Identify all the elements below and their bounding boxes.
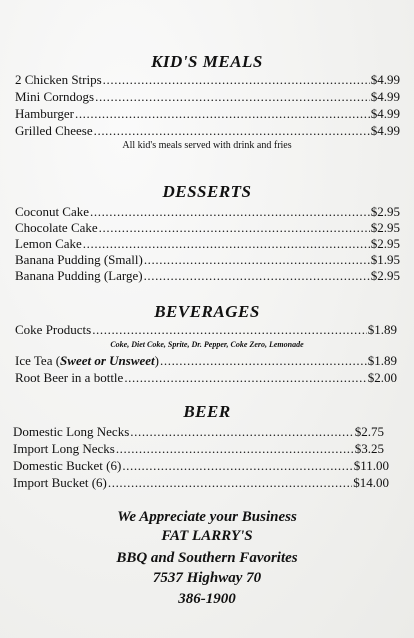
leader-dots [92,322,367,338]
menu-item-row [15,268,400,284]
coke-products-note: Coke, Diet Coke, Sprite, Dr. Pepper, Coke Zero, Lemonade [110,340,304,349]
menu-item-row [15,353,397,369]
item-price: $2.00 [367,370,397,385]
item-price: $11.00 [353,458,389,473]
menu-item-row [13,441,384,457]
item-name: Chocolate Cake [15,220,98,235]
menu-item-row [15,72,400,88]
item-price: $4.99 [370,106,400,121]
leader-dots [75,106,370,122]
footer-phone: 386-1900 [178,591,236,607]
item-name: Grilled Cheese [15,123,93,138]
footer-address: 7537 Highway 70 [152,570,262,586]
item-price: $4.99 [370,123,400,138]
menu-item-row [15,370,397,386]
item-name: Ice Tea (Sweet or Unsweet) [15,353,160,368]
item-name: Hamburger [15,106,74,121]
leader-dots [95,89,370,105]
item-price: $2.95 [370,268,400,283]
menu-item-row [13,424,384,440]
item-name: Domestic Bucket (6) [13,458,122,473]
footer-tagline: BBQ and Southern Favorites [116,550,298,566]
menu-item-row [15,204,400,220]
menu-item-row [15,252,400,268]
menu-item-row [15,236,400,252]
item-price: $2.75 [354,424,384,439]
leader-dots [160,353,367,369]
item-name: Import Long Necks [13,441,115,456]
desserts-title: DESSERTS [162,182,252,201]
menu-item-row [13,458,389,474]
item-price: $14.00 [353,475,389,490]
leader-dots [116,441,354,457]
leader-dots [122,458,352,474]
item-name: Banana Pudding (Small) [15,252,143,267]
menu-item-row [15,322,397,338]
item-price: $4.99 [370,89,400,104]
menu-item-row [15,106,400,122]
menu-item-row [15,89,400,105]
menu-item-row [15,220,400,236]
leader-dots [83,236,370,252]
menu-item-row [13,475,389,491]
item-price: $2.95 [370,236,400,251]
footer-restaurant-name: FAT LARRY'S [161,528,253,544]
beverages-title: BEVERAGES [154,302,260,321]
item-price: $3.25 [354,441,384,456]
leader-dots [94,123,370,139]
leader-dots [108,475,352,491]
leader-dots [144,268,370,284]
item-name: Import Bucket (6) [13,475,107,490]
beer-title: BEER [183,402,231,421]
menu-item-row [15,123,400,139]
footer-thanks: We Appreciate your Business [117,509,297,525]
leader-dots [99,220,370,236]
item-price: $4.99 [370,72,400,87]
item-name: Lemon Cake [15,236,82,251]
item-name: Coconut Cake [15,204,90,219]
leader-dots [90,204,370,220]
item-price: $2.95 [370,204,400,219]
leader-dots [144,252,370,268]
item-price: $1.89 [367,322,397,337]
kids-meals-title: KID'S MEALS [151,52,263,71]
kids-meals-note: All kid's meals served with drink and fries [122,140,292,151]
item-price: $1.95 [370,252,400,267]
leader-dots [103,72,370,88]
item-name: 2 Chicken Strips [15,72,102,87]
item-name: Banana Pudding (Large) [15,268,143,283]
leader-dots [130,424,353,440]
item-name: Root Beer in a bottle [15,370,124,385]
item-name: Coke Products [15,322,92,337]
item-name: Mini Corndogs [15,89,95,104]
item-name: Domestic Long Necks [13,424,130,439]
leader-dots [124,370,366,386]
item-price: $1.89 [367,353,397,368]
item-price: $2.95 [370,220,400,235]
